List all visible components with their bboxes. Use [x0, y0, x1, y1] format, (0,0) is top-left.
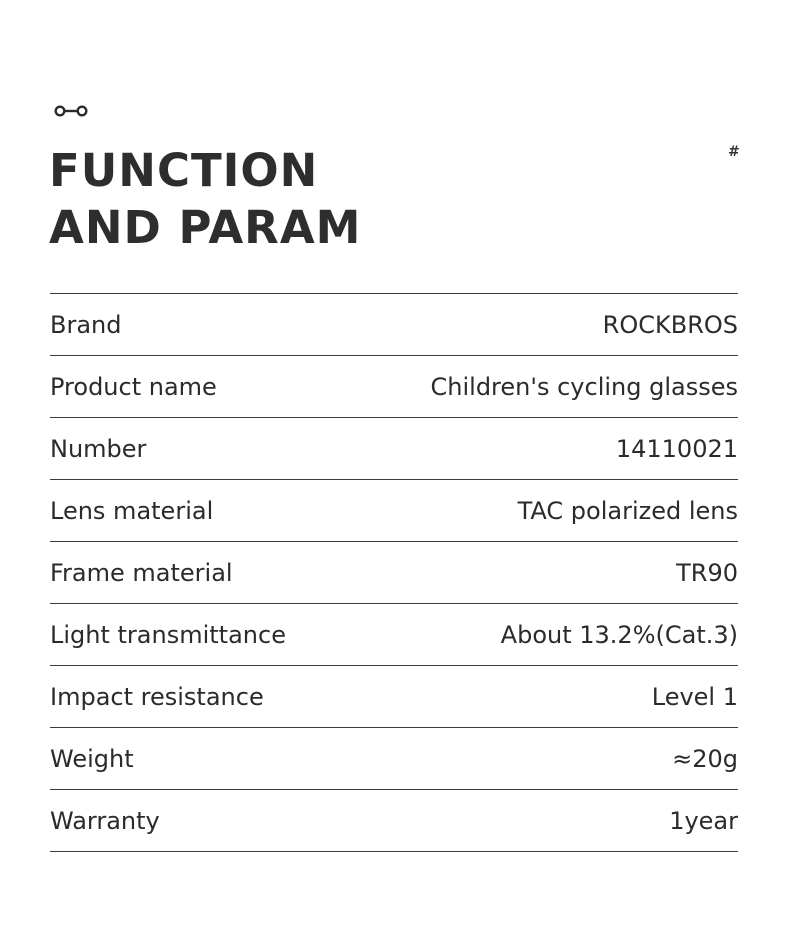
param-row-frame-material	[50, 542, 738, 604]
param-label: Number	[50, 434, 147, 463]
param-row-warranty	[50, 790, 738, 852]
param-row-lens-material	[50, 480, 738, 542]
param-row-brand	[50, 294, 738, 356]
param-label: Impact resistance	[50, 682, 264, 711]
param-label: Product name	[50, 372, 217, 401]
page-title	[49, 142, 361, 256]
param-value: 14110021	[615, 434, 738, 463]
param-label: Warranty	[50, 806, 160, 835]
param-row-product-name	[50, 356, 738, 418]
param-value: TAC polarized lens	[517, 496, 738, 525]
param-table	[50, 293, 738, 852]
param-row-light-transmittance	[50, 604, 738, 666]
param-value: 1year	[669, 806, 738, 835]
param-value: ROCKBROS	[602, 310, 738, 339]
title-line-2: AND PARAM	[49, 201, 362, 254]
param-row-impact-resistance	[50, 666, 738, 728]
param-row-weight	[50, 728, 738, 790]
glasses-icon	[54, 104, 88, 118]
hash-mark: #	[728, 144, 740, 160]
param-value: About 13.2%(Cat.3)	[500, 620, 738, 649]
param-value: Children's cycling glasses	[430, 372, 738, 401]
param-value: TR90	[676, 558, 738, 587]
param-label: Light transmittance	[50, 620, 286, 649]
param-value: ≈20g	[672, 744, 738, 773]
param-label: Lens material	[50, 496, 214, 525]
param-value: Level 1	[651, 682, 738, 711]
title-line-1: FUNCTION	[49, 144, 319, 197]
param-label: Brand	[50, 310, 122, 339]
param-label: Weight	[50, 744, 134, 773]
param-label: Frame material	[50, 558, 233, 587]
param-row-number	[50, 418, 738, 480]
